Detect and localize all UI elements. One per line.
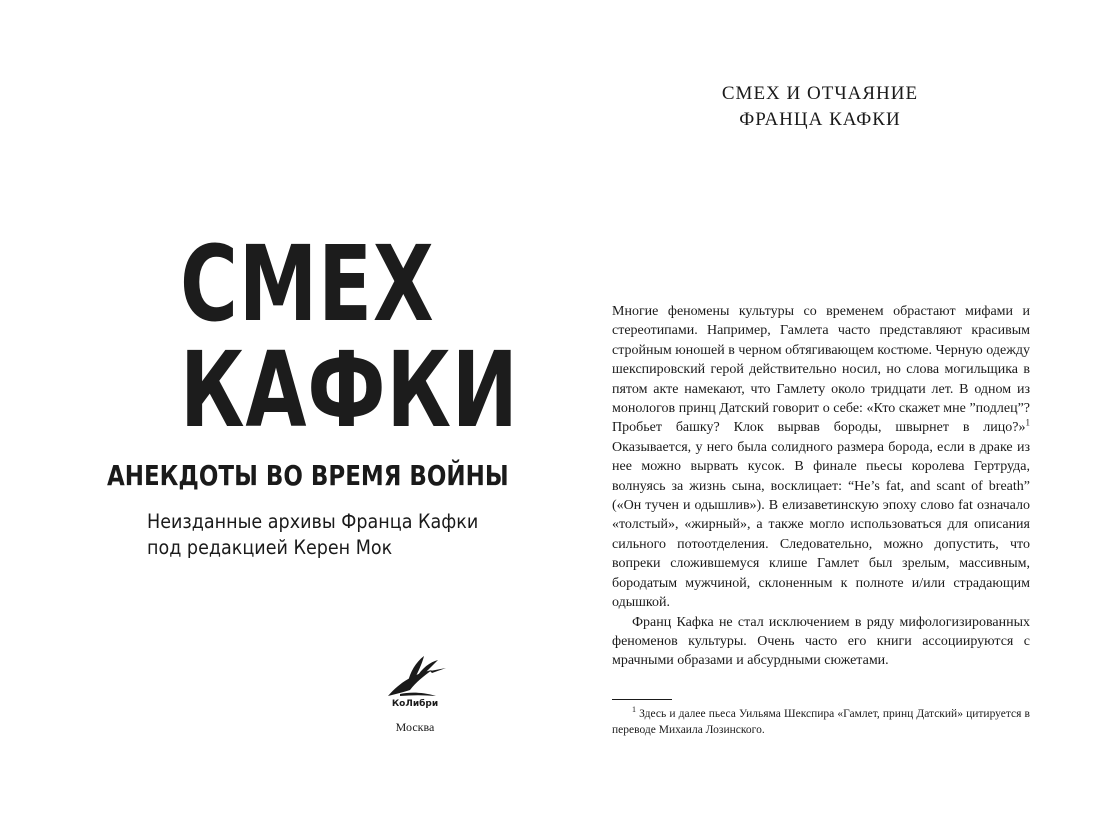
paragraph-1-part-b: Оказывается, у него была солидного размера борода, если в драке из нее можно вырвать кусок. В финале пьесы королева Гертруда, волнуясь за жизнь сына, восклицает: “He’s fat, and scant of breath” («Он тучен и одышлив»). В елизаветинскую эпоху слово fat означало «толстый», «жирный», а также могло использоваться для описания сильного потоотделения. Следовательно, можно допустить, что вопреки сложившемуся клише Гамлет был зрелым, массивным, бородатым мужчиной, склоненным к полноте и/или страдающим одышкой. — [612, 439, 1030, 611]
paragraph-1-part-a: Многие феномены культуры со временем обрастают мифами и стереотипами. Например, Гамлета часто представляют красивым стройным юношей в черном обтягивающем костюме. Черную одежду шекспировский герой действительно носил, но слова могильщика в пятом акте намекают, что Гамлету около тридцати лет. В одном из монологов принц Датский говорит о себе: «Кто скажет мне ”подлец”? Пробьет башку? Клок вырвав бороды, швырнет в лицо?» — [612, 304, 1030, 436]
book-tagline-line2: под редакцией Керен Мок — [147, 536, 393, 559]
bird-logo-icon — [380, 652, 450, 700]
publisher-logo — [380, 652, 450, 712]
book-title-line1: СМЕХ — [180, 223, 435, 345]
book-tagline-line1: Неизданные архивы Франца Кафки — [147, 510, 479, 533]
book-subtitle: АНЕКДОТЫ ВО ВРЕМЯ ВОЙНЫ — [107, 459, 509, 492]
chapter-title-line1: СМЕХ И ОТЧАЯНИЕ — [721, 83, 919, 104]
chapter-title-line2: ФРАНЦА КАФКИ — [739, 109, 901, 130]
body-text — [612, 302, 1030, 671]
publisher-city: Москва — [395, 720, 435, 734]
footnote-reference[interactable]: 1 — [1025, 417, 1030, 428]
footnote-number: 1 — [632, 705, 636, 715]
text-page — [550, 0, 1100, 825]
footnote — [612, 706, 1030, 738]
book-title-line2: КАФКИ — [180, 329, 519, 451]
paragraph-1 — [612, 302, 1030, 613]
paragraph-2: Франц Кафка не стал исключением в ряду мифологизированных феноменов культуры. Очень часто его книги ассоциируются с мрачными образами и абсурдными сюжетами. — [612, 614, 1030, 669]
footnote-text: Здесь и далее пьеса Уильяма Шекспира «Гамлет, принц Датский» цитируется в переводе Михаила Лозинского. — [612, 708, 1030, 736]
footnote-divider — [612, 699, 672, 700]
publisher-name: КоЛибри — [391, 699, 439, 709]
